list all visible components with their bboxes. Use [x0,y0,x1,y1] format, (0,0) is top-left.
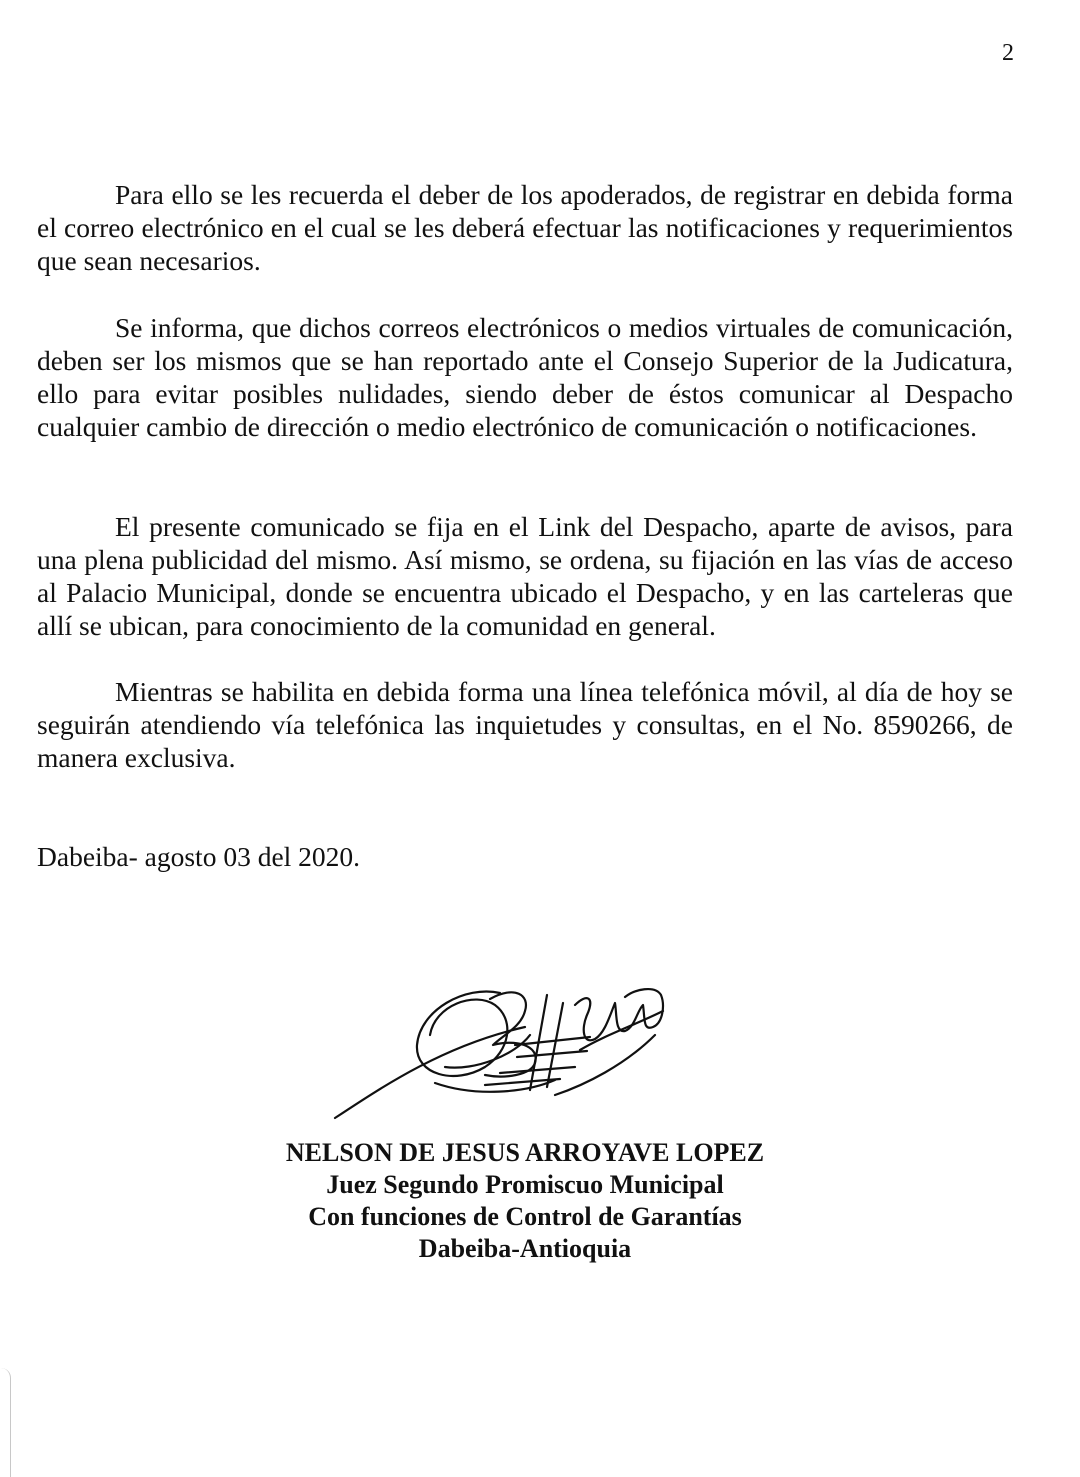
body-paragraph-3: El presente comunicado se fija en el Link del Despacho, aparte de avisos, para una plena publicidad del mismo. Así mismo, se ordena, su fijación en las vías de acceso al Palacio Municipal, donde se encuentra ubicado el Despacho, y en las carteleras que allí se ubican, para conocimiento de la comunidad en general. [37,511,1013,641]
date-line: Dabeiba- agosto 03 del 2020. [37,841,361,872]
signer-role: Con funciones de Control de Garantías [308,1202,742,1231]
page-number: 2 [1002,40,1014,66]
signer-name: NELSON DE JESUS ARROYAVE LOPEZ [285,1138,765,1167]
signature-block [0,1137,1050,1265]
body-paragraph-2: Se informa, que dichos correos electrónicos o medios virtuales de comunicación, deben ser los mismos que se han reportado ante el Consejo Superior de la Judicatura, ello para evitar posibles nulidades, siendo deber de éstos comunicar al Despacho cualquier cambio de dirección o medio electrónico de comunicación o notificaciones. [37,312,1013,442]
signer-location: Dabeiba-Antioquia [418,1234,632,1263]
body-paragraph-1: Para ello se les recuerda el deber de los apoderados, de registrar en debida forma el correo electrónico en el cual se les deberá efectuar las notificaciones y requerimientos que sean necesarios. [37,179,1013,276]
signer-title: Juez Segundo Promiscuo Municipal [326,1170,724,1199]
handwritten-signature [325,975,675,1125]
page-edge-mark [0,1368,11,1477]
body-paragraph-4: Mientras se habilita en debida forma una línea telefónica móvil, al día de hoy se seguirán atendiendo vía telefónica las inquietudes y consultas, en el No. 8590266, de manera exclusiva. [37,676,1013,773]
